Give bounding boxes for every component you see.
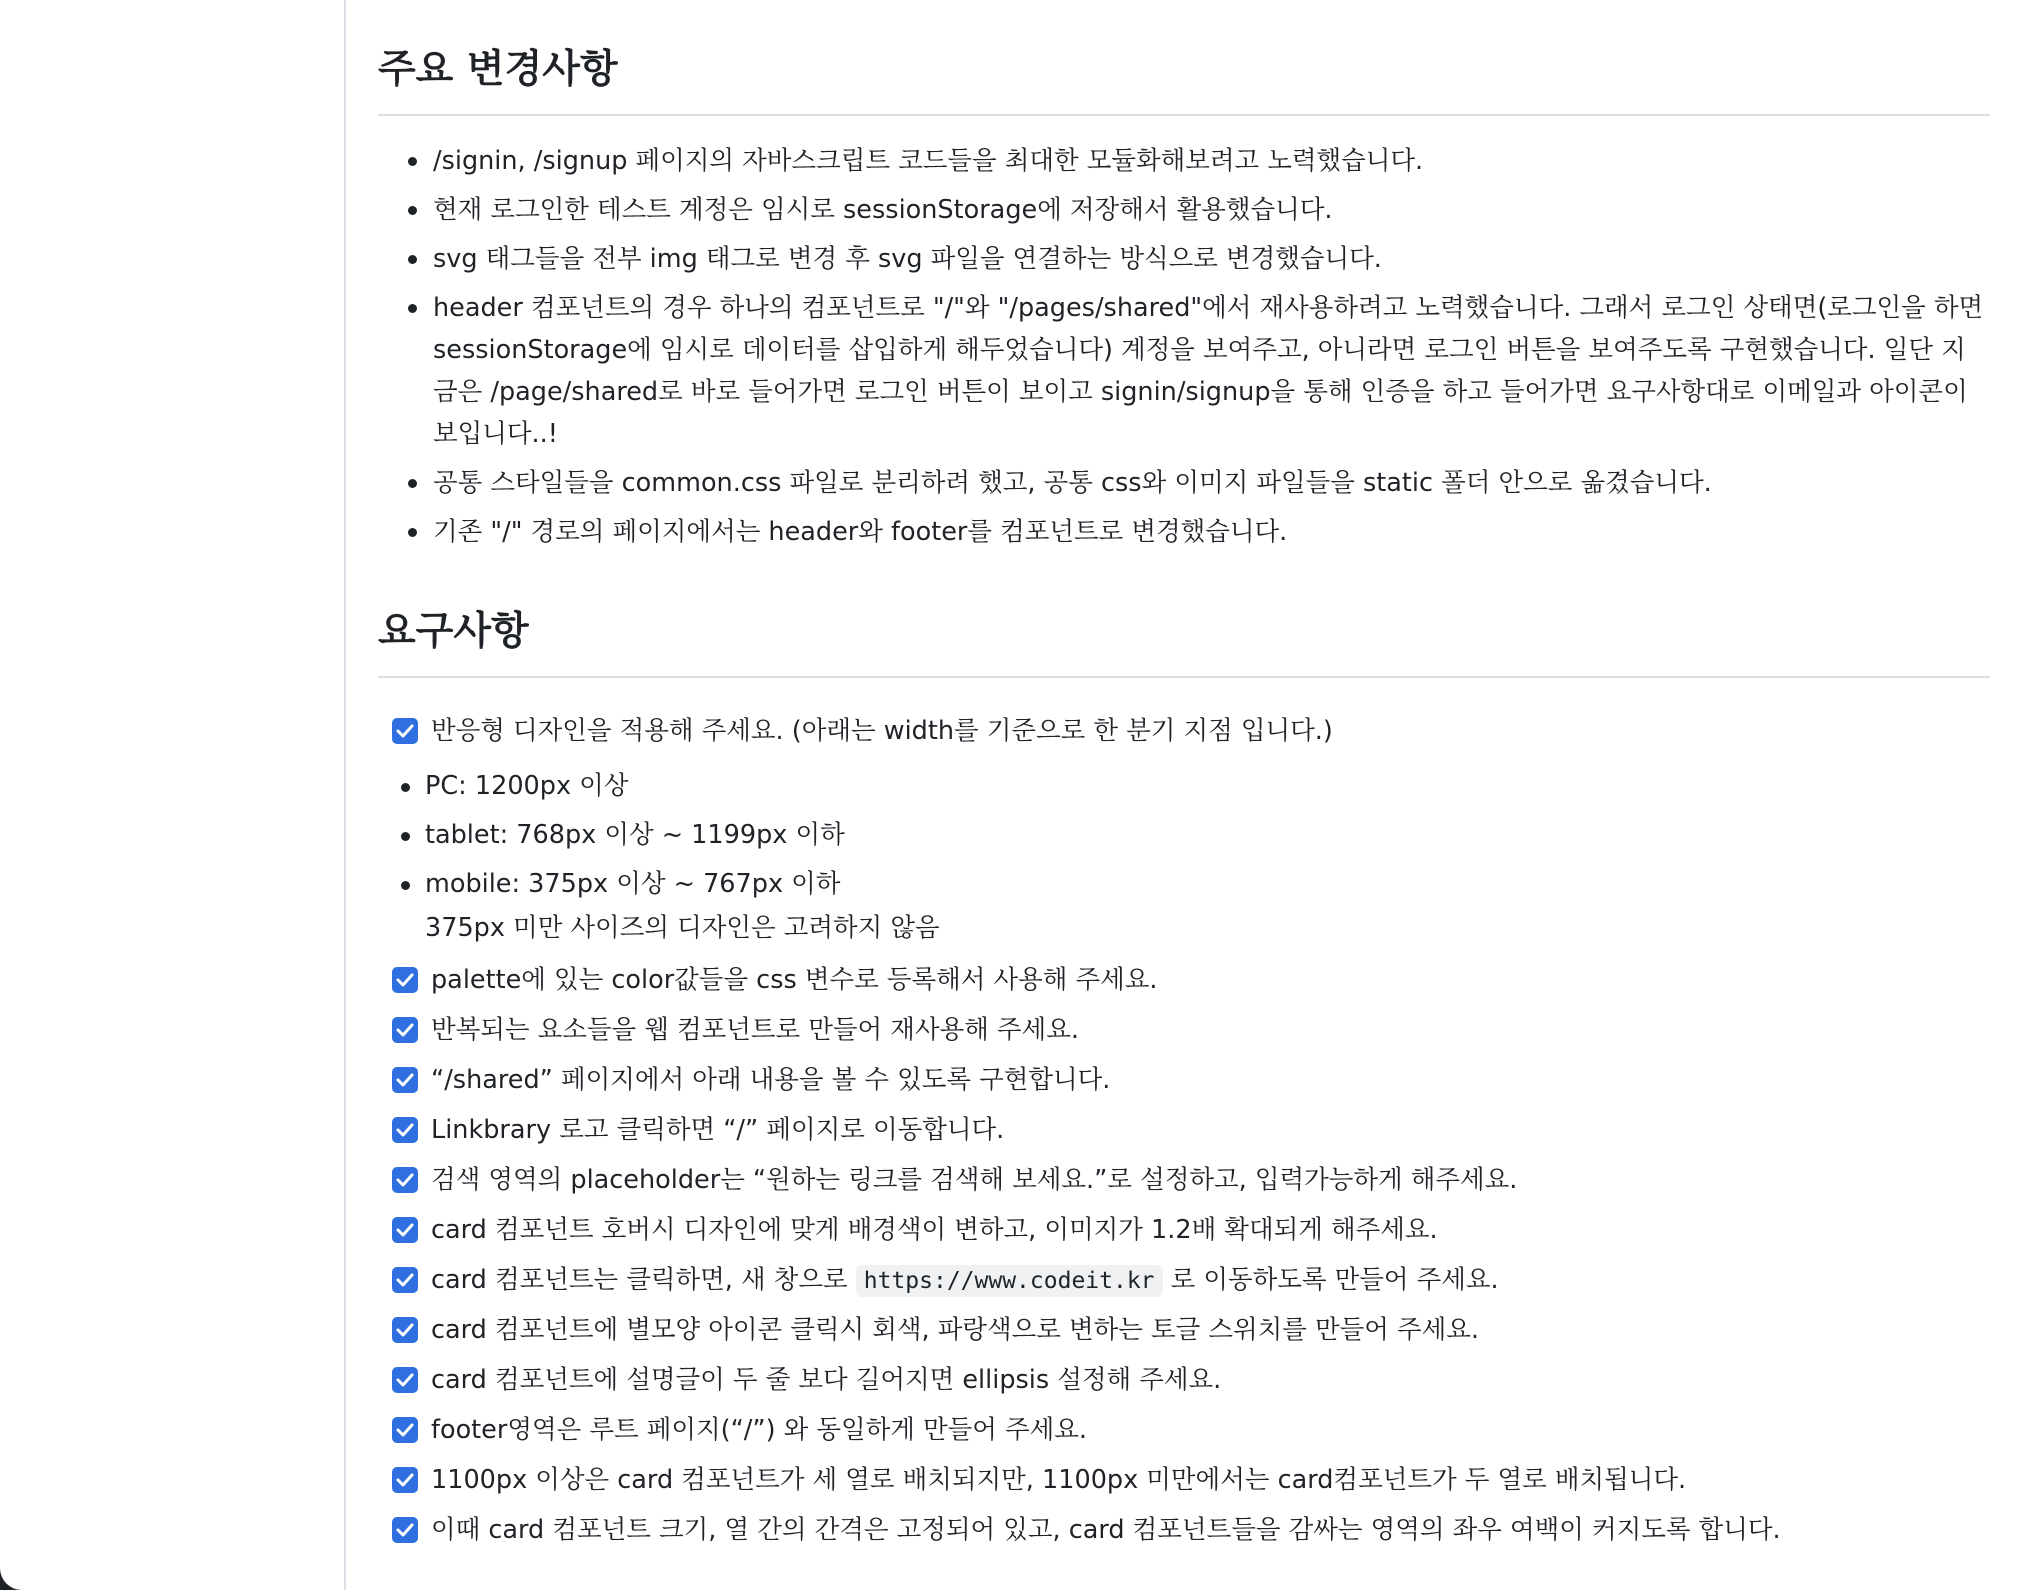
- checkbox-checked-icon[interactable]: [392, 967, 418, 993]
- task-text: Linkbrary 로고 클릭하면 “/” 페이지로 이동합니다.: [431, 1115, 1005, 1145]
- task-item: [378, 1205, 1990, 1255]
- checkbox-checked-icon[interactable]: [392, 1517, 418, 1543]
- task-text: footer영역은 루트 페이지(“/”) 와 동일하게 만들어 주세요.: [431, 1415, 1088, 1445]
- inline-code-url: https://www.codeit.kr: [856, 1265, 1163, 1297]
- list-item-text: 기존 "/" 경로의 페이지에서는 header와 footer를 컴포넌트로 변경했습니다.: [433, 517, 1288, 547]
- task-text: card 컴포넌트는 클릭하면, 새 창으로: [431, 1265, 856, 1295]
- task-item: [378, 1005, 1990, 1055]
- checkbox-checked-icon[interactable]: [392, 1267, 418, 1293]
- list-item-text: PC: 1200px 이상: [425, 771, 629, 801]
- requirements-task-list: [378, 706, 1990, 1555]
- task-text: palette에 있는 color값들을 css 변수로 등록해서 사용해 주세요.: [431, 965, 1158, 995]
- task-item: [378, 706, 1990, 756]
- list-item-text: /signin, /signup 페이지의 자바스크립트 코드들을 최대한 모듈화해보려고 노력했습니다.: [433, 146, 1424, 176]
- checkbox-checked-icon[interactable]: [392, 1017, 418, 1043]
- bullet-dot-icon: [401, 832, 410, 841]
- task-item: [378, 1255, 1990, 1305]
- breakpoint-list: [378, 762, 1990, 947]
- bullet-dot-icon: [401, 881, 410, 890]
- task-item: [378, 1455, 1990, 1505]
- list-item-text: 375px 미만 사이즈의 디자인은 고려하지 않음: [425, 913, 940, 943]
- task-item: [378, 1155, 1990, 1205]
- task-item: [378, 1405, 1990, 1455]
- checkbox-checked-icon[interactable]: [392, 1467, 418, 1493]
- checkbox-checked-icon[interactable]: [392, 1317, 418, 1343]
- bullet-dot-icon: [408, 304, 417, 313]
- sidebar-divider: [344, 0, 346, 1590]
- bullet-dot-icon: [408, 157, 417, 166]
- task-item: [378, 1055, 1990, 1105]
- list-item: [378, 287, 1990, 455]
- list-item: [378, 511, 1990, 553]
- task-item: [378, 1305, 1990, 1355]
- checkbox-checked-icon[interactable]: [392, 718, 418, 744]
- bullet-dot-icon: [408, 255, 417, 264]
- heading-main-changes: 주요 변경사항: [378, 40, 1990, 116]
- task-item: [378, 955, 1990, 1005]
- task-text: 1100px 이상은 card 컴포넌트가 세 열로 배치되지만, 1100px 미만에서는 card컴포넌트가 두 열로 배치됩니다.: [431, 1465, 1687, 1495]
- list-item-text: 공통 스타일들을 common.css 파일로 분리하려 했고, 공통 css와 이미지 파일들을 static 폴더 안으로 옮겼습니다.: [433, 468, 1712, 498]
- list-item-text: tablet: 768px 이상 ~ 1199px 이하: [425, 820, 845, 850]
- task-text: card 컴포넌트 호버시 디자인에 맞게 배경색이 변하고, 이미지가 1.2배 확대되게 해주세요.: [431, 1215, 1438, 1245]
- changes-list: [378, 140, 1990, 560]
- bullet-dot-icon: [408, 206, 417, 215]
- checkbox-checked-icon[interactable]: [392, 1067, 418, 1093]
- checkbox-checked-icon[interactable]: [392, 1417, 418, 1443]
- task-text: card 컴포넌트에 별모양 아이콘 클릭시 회색, 파랑색으로 변하는 토글 스위치를 만들어 주세요.: [431, 1315, 1480, 1345]
- list-item-note: [378, 909, 1990, 947]
- checkbox-checked-icon[interactable]: [392, 1167, 418, 1193]
- task-text: 이때 card 컴포넌트 크기, 열 간의 간격은 고정되어 있고, card 컴포넌트들을 감싸는 영역의 좌우 여백이 커지도록 합니다.: [431, 1515, 1781, 1545]
- list-item: [378, 811, 1990, 860]
- list-item: [378, 140, 1990, 182]
- list-item-text: mobile: 375px 이상 ~ 767px 이하: [425, 869, 841, 899]
- task-text: 검색 영역의 placeholder는 “원하는 링크를 검색해 보세요.”로 설정하고, 입력가능하게 해주세요.: [431, 1165, 1518, 1195]
- checkbox-checked-icon[interactable]: [392, 1367, 418, 1393]
- checkbox-checked-icon[interactable]: [392, 1217, 418, 1243]
- bullet-dot-icon: [408, 479, 417, 488]
- list-item-text: 현재 로그인한 테스트 계정은 임시로 sessionStorage에 저장해서 활용했습니다.: [433, 195, 1333, 225]
- task-item: [378, 1505, 1990, 1555]
- task-text: 반복되는 요소들을 웹 컴포넌트로 만들어 재사용해 주세요.: [431, 1015, 1079, 1045]
- task-text: “/shared” 페이지에서 아래 내용을 볼 수 있도록 구현합니다.: [431, 1065, 1111, 1095]
- list-item: [378, 762, 1990, 811]
- heading-requirements: 요구사항: [378, 602, 1990, 678]
- list-item: [378, 189, 1990, 231]
- list-item-text: header 컴포넌트의 경우 하나의 컴포넌트로 "/"와 "/pages/shared"에서 재사용하려고 노력했습니다. 그래서 로그인 상태면(로그인을 하면 sessionStorage에 임시로 데이터를 삽입하게 해두었습니다) 계정을 보여주고, 아니라면 로그인 버튼을 보여주도록 구현했습니다. 일단 지금은 /page/shared로 바로 들어가면 로그인 버튼이 보이고 signin/signup을 통해 인증을 하고 들어가면 요구사항대로 이메일과 아이콘이 보입니다..!: [433, 293, 1984, 449]
- list-item: [378, 860, 1990, 909]
- task-text: 반응형 디자인을 적용해 주세요. (아래는 width를 기준으로 한 분기 지점 입니다.): [431, 716, 1333, 746]
- task-text: 로 이동하도록 만들어 주세요.: [1162, 1265, 1499, 1295]
- bullet-dot-icon: [401, 783, 410, 792]
- bullet-dot-icon: [408, 528, 417, 537]
- task-item: [378, 1105, 1990, 1155]
- list-item-text: svg 태그들을 전부 img 태그로 변경 후 svg 파일을 연결하는 방식으로 변경했습니다.: [433, 244, 1382, 274]
- checkbox-checked-icon[interactable]: [392, 1117, 418, 1143]
- task-item: [378, 1355, 1990, 1405]
- list-item: [378, 238, 1990, 280]
- list-item: [378, 462, 1990, 504]
- task-text: card 컴포넌트에 설명글이 두 줄 보다 길어지면 ellipsis 설정해 주세요.: [431, 1365, 1222, 1395]
